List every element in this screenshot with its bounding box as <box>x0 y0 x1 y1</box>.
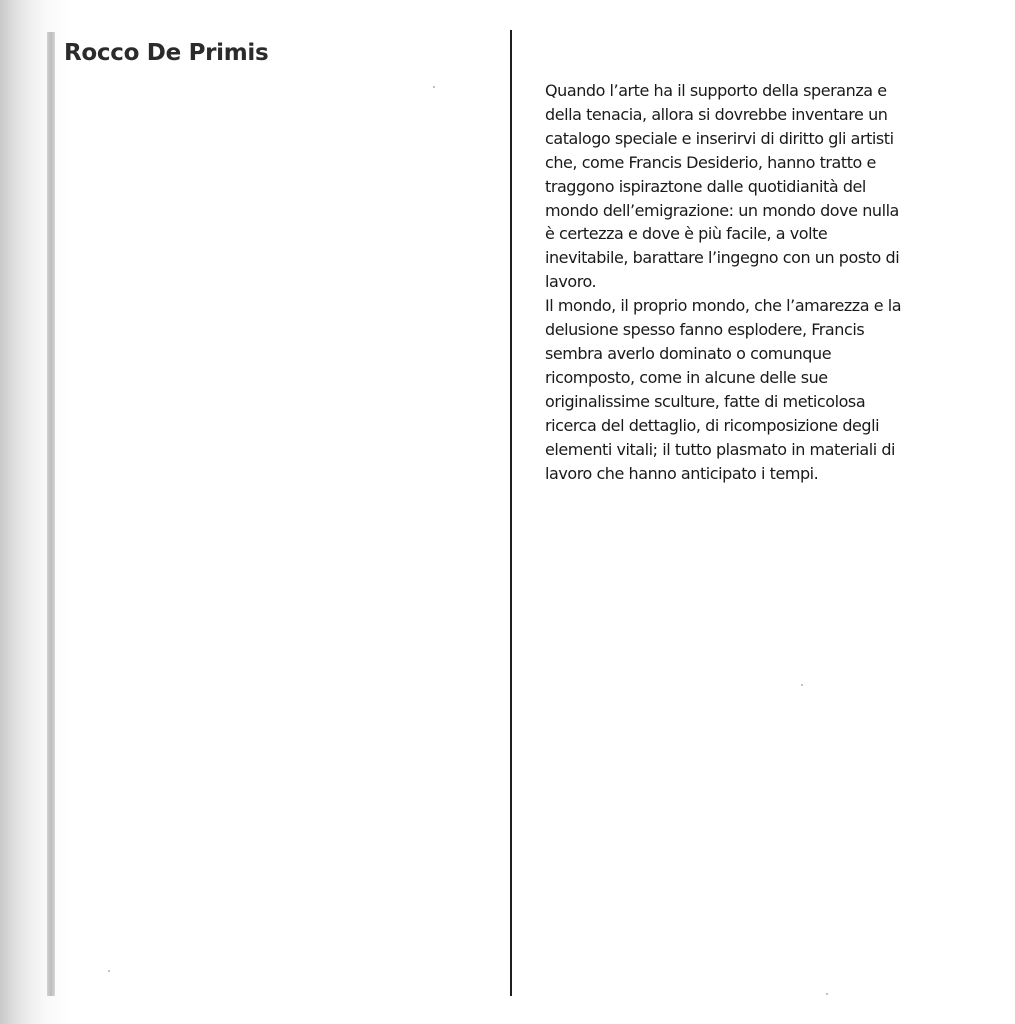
text-line: elementi vitali; il tutto plasmato in materiali di <box>545 439 896 459</box>
column-divider <box>510 30 512 996</box>
text-line: è certezza e dove è più facile, a volte <box>545 224 828 244</box>
text-line: Quando l’arte ha il supporto della speranza e <box>545 81 887 100</box>
text-line: ricomposto, come in alcune delle sue <box>545 367 828 387</box>
text-line: inevitabile, barattare l’ingegno con un posto di <box>545 248 900 268</box>
author-name: Rocco De Primis <box>64 40 269 66</box>
paper-speck <box>826 993 828 995</box>
text-line: lavoro. <box>545 272 597 292</box>
text-line: Il mondo, il proprio mondo, che l’amarezza e la <box>545 296 902 316</box>
text-line: catalogo speciale e inserirvi di diritto gli artisti <box>545 128 894 148</box>
text-line: traggono ispiraztone dalle quotidianità del <box>545 176 866 196</box>
paper-speck <box>433 86 435 88</box>
paper-speck <box>108 970 110 972</box>
body-text <box>545 79 995 485</box>
text-line: della tenacia, allora si dovrebbe inventare un <box>545 104 888 124</box>
text-line: delusione spesso fanno esplodere, Francis <box>545 320 865 340</box>
paper-speck <box>801 684 803 686</box>
text-line: ricerca del dettaglio, di ricomposizione degli <box>545 415 880 435</box>
text-line: sembra averlo dominato o comunque <box>545 343 832 363</box>
text-line: lavoro che hanno anticipato i tempi. <box>545 463 819 483</box>
text-line: mondo dell’emigrazione: un mondo dove nulla <box>545 200 899 220</box>
text-line: che, come Francis Desiderio, hanno tratto e <box>545 152 876 172</box>
text-line: originalissime sculture, fatte di meticolosa <box>545 391 866 411</box>
left-margin-bar <box>47 32 55 996</box>
